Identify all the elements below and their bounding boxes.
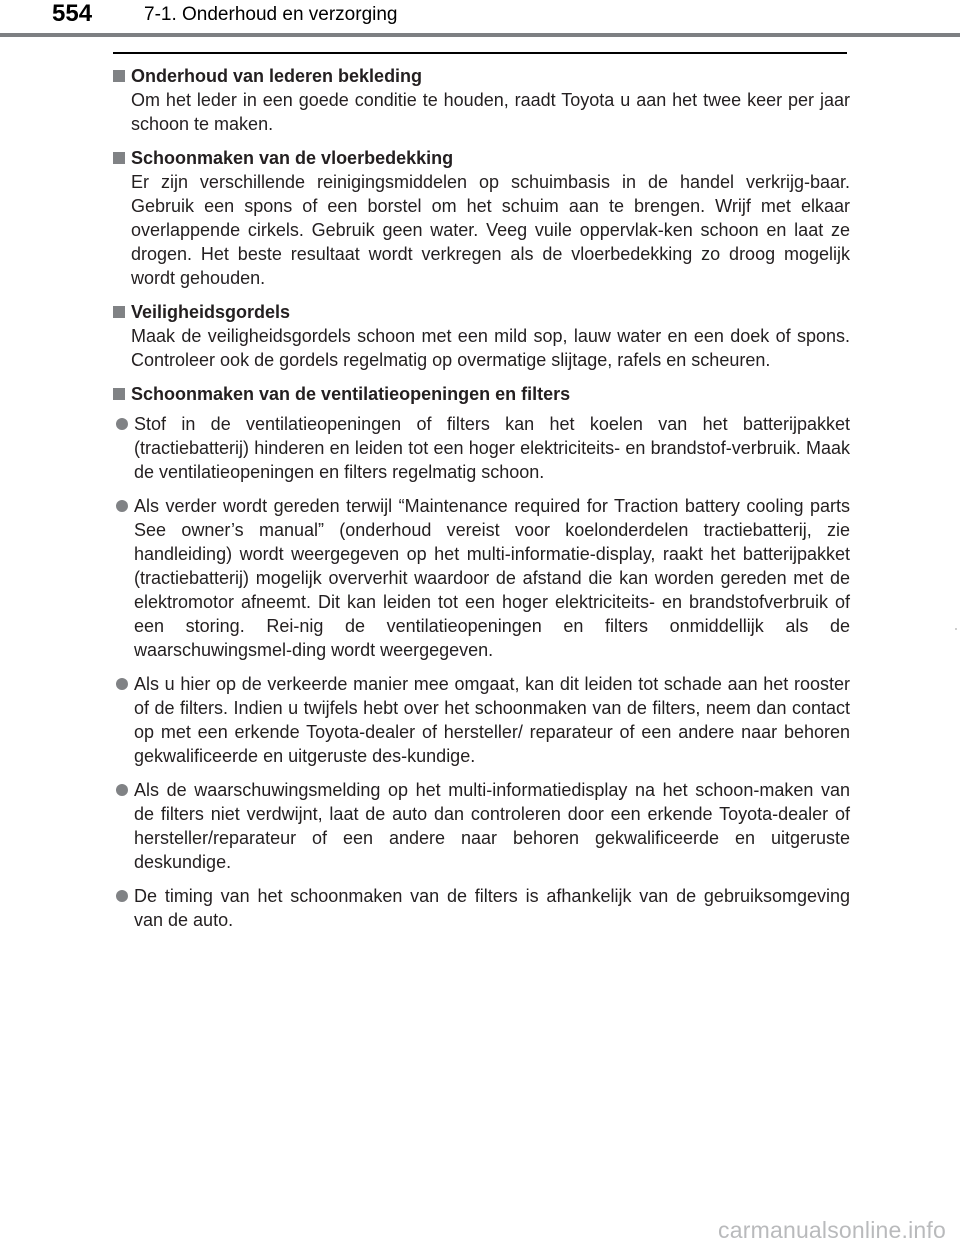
- section-paragraph: Maak de veiligheidsgordels schoon met een mild sop, lauw water en een doek of spons. Controleer ook de gordels regelmatig op overmatige slijtage, rafels en scheuren.: [131, 326, 850, 370]
- page-header: [0, 0, 960, 38]
- section-leather: [113, 64, 850, 136]
- list-item: [113, 494, 850, 662]
- section-heading: [113, 146, 850, 170]
- circle-bullet-icon: [116, 890, 128, 902]
- section-heading: [113, 382, 850, 406]
- square-bullet-icon: [113, 306, 125, 318]
- list-item-text: Als de waarschuwingsmelding op het multi-informatiedisplay na het schoon-maken van de filters niet verdwijnt, laat de auto dan controleren door een erkende Toyota-dealer of hersteller/reparateur of een andere naar behoren gekwalificeerde en uitgeruste deskundige.: [134, 780, 850, 872]
- section-paragraph: Om het leder in een goede conditie te houden, raadt Toyota u aan het twee keer per jaar schoon te maken.: [131, 90, 850, 134]
- section-heading-text: Onderhoud van lederen bekleding: [131, 66, 423, 86]
- list-item-text: Als verder wordt gereden terwijl “Maintenance required for Traction battery cooling parts See owner’s manual” (onderhoud vereist voor koelonderdelen tractiebatterij, zie handleiding) wordt weergegeven op het multi-informatie-display, raakt het batterijpakket (tractiebatterij) mogelijk oververhit waardoor de afstand die kan worden gereden met de elektromotor afneemt. Dit kan leiden tot een hoger elektriciteits- en brandstofverbruik of een storing. Rei-nig de ventilatieopeningen en filters onmiddellijk als de waarschuwingsmel-ding wordt weergegeven.: [134, 496, 850, 660]
- list-item-text: Stof in de ventilatieopeningen of filters kan het koelen van het batterijpakket (tractiebatterij) hinderen en leiden tot een hoger elektriciteits- en brandstof-verbruik. Maak de ventilatieopeningen en filters regelmatig schoon.: [134, 414, 850, 482]
- section-heading: [113, 300, 850, 324]
- section-vents: [113, 382, 850, 932]
- section-heading-text: Schoonmaken van de vloerbedekking: [131, 148, 454, 168]
- section-heading-text: Veiligheidsgordels: [131, 302, 291, 322]
- square-bullet-icon: [113, 388, 125, 400]
- list-item: [113, 778, 850, 874]
- header-bar: [0, 33, 960, 37]
- circle-bullet-icon: [116, 678, 128, 690]
- square-bullet-icon: [113, 152, 125, 164]
- list-item-text: Als u hier op de verkeerde manier mee omgaat, kan dit leiden tot schade aan het rooster of de filters. Indien u twijfels hebt over het schoonmaken van de filters, neem dan contact op met een erkende Toyota-dealer of hersteller/ reparateur of een andere naar behoren gekwalificeerde en uitgeruste des-kundige.: [134, 674, 850, 766]
- section-heading: [113, 64, 850, 88]
- list-item: [113, 412, 850, 484]
- watermark: carmanualsonline.info: [718, 1217, 946, 1243]
- square-bullet-icon: [113, 70, 125, 82]
- circle-bullet-icon: [116, 418, 128, 430]
- list-item-text: De timing van het schoonmaken van de filters is afhankelijk van de gebruiksomgeving van de auto.: [134, 886, 850, 930]
- section-carpet: [113, 146, 850, 290]
- page-number: 554: [52, 0, 93, 27]
- list-item: [113, 884, 850, 932]
- page-content: [113, 64, 850, 942]
- section-paragraph: Er zijn verschillende reinigingsmiddelen op schuimbasis in de handel verkrijg-baar. Gebruik een spons of een borstel om het schuim aan te brengen. Wrijf met elkaar overlappende cirkels. Gebruik geen water. Veeg vuile oppervlak-ken schoon en laat ze drogen. Het beste resultaat wordt verkregen als de vloerbedekking zo droog mogelijk wordt gehouden.: [131, 172, 850, 288]
- edge-mark: [955, 628, 957, 630]
- circle-bullet-icon: [116, 784, 128, 796]
- circle-bullet-icon: [116, 500, 128, 512]
- section-title: 7-1. Onderhoud en verzorging: [144, 4, 398, 25]
- top-rule: [113, 52, 847, 54]
- list-item: [113, 672, 850, 768]
- section-heading-text: Schoonmaken van de ventilatieopeningen en filters: [131, 384, 571, 404]
- section-seatbelts: [113, 300, 850, 372]
